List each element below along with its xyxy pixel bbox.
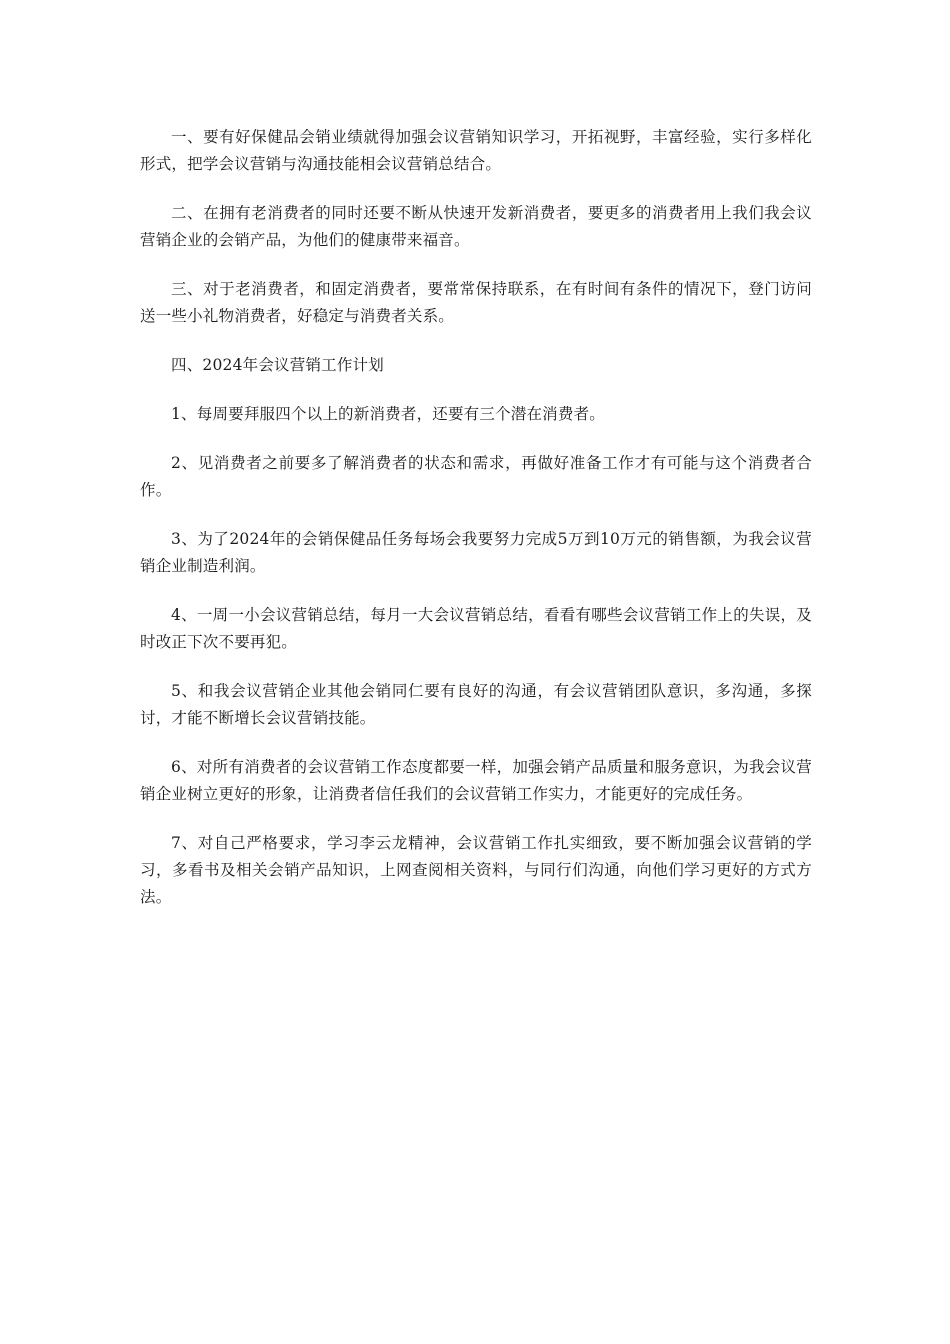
plan-item-2: 2、见消费者之前要多了解消费者的状态和需求，再做好准备工作才有可能与这个消费者合作。 xyxy=(140,454,812,499)
document-body xyxy=(140,124,812,933)
plan-item-3: 3、为了2024年的会销保健品任务每场会我要努力完成5万到10万元的销售额，为我会议营销企业制造利润。 xyxy=(140,530,812,575)
plan-item-1: 1、每周要拜服四个以上的新消费者，还要有三个潜在消费者。 xyxy=(171,405,605,423)
paragraph-1: 一、要有好保健品会销业绩就得加强会议营销知识学习，开拓视野，丰富经验，实行多样化形式，把学会议营销与沟通技能相会议营销总结合。 xyxy=(140,128,812,173)
section-heading-plan: 四、2024年会议营销工作计划 xyxy=(171,356,384,374)
plan-item-5: 5、和我会议营销企业其他会销同仁要有良好的沟通，有会议营销团队意识，多沟通，多探讨，才能不断增长会议营销技能。 xyxy=(140,682,812,727)
paragraph-2: 二、在拥有老消费者的同时还要不断从快速开发新消费者，要更多的消费者用上我们我会议营销企业的会销产品，为他们的健康带来福音。 xyxy=(140,204,812,249)
plan-item-4: 4、一周一小会议营销总结，每月一大会议营销总结，看看有哪些会议营销工作上的失误，及时改正下次不要再犯。 xyxy=(140,606,812,651)
plan-item-6: 6、对所有消费者的会议营销工作态度都要一样，加强会销产品质量和服务意识，为我会议营销企业树立更好的形象，让消费者信任我们的会议营销工作实力，才能更好的完成任务。 xyxy=(140,758,812,803)
paragraph-3: 三、对于老消费者，和固定消费者，要常常保持联系，在有时间有条件的情况下，登门访问送一些小礼物消费者，好稳定与消费者关系。 xyxy=(140,280,812,325)
plan-item-7: 7、对自己严格要求，学习李云龙精神，会议营销工作扎实细致，要不断加强会议营销的学习，多看书及相关会销产品知识，上网查阅相关资料，与同行们沟通，向他们学习更好的方式方法。 xyxy=(140,834,812,906)
